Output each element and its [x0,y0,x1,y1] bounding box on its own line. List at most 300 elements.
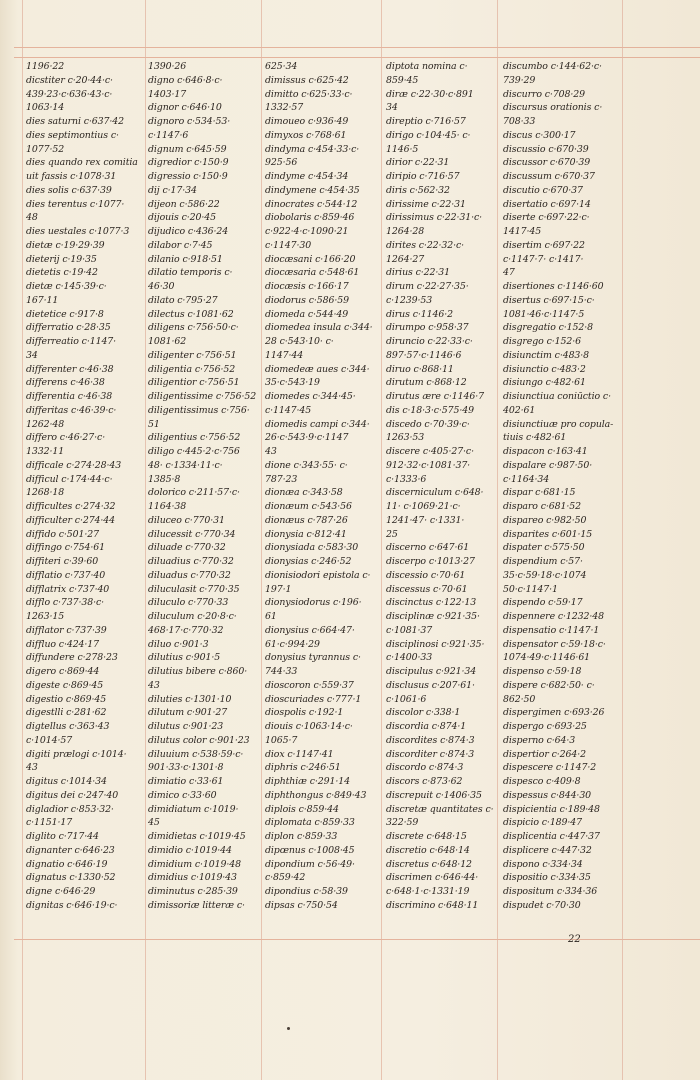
index-entry: diluties c·1301·10 [148,693,232,705]
index-entry: c·859·42 [265,872,306,884]
index-entry: diptota nomina c· [386,61,468,72]
index-entry: 739·29 [503,74,536,86]
index-entry: discussum c·670·37 [503,171,595,182]
index-entry: disiunctiuæ pro copula- [503,418,614,430]
index-entry: 1403·17 [148,88,187,100]
index-entry: diluculum c·20·8·c· [148,611,237,622]
index-entry: c·1081·37 [386,624,433,636]
index-entry: dirigo c·104·45· c· [386,129,471,141]
index-entry: 28 c·543·10· c· [265,336,334,347]
index-entry: digressio c·150·9 [148,171,228,182]
index-entry: difficulter c·274·44 [26,514,116,526]
index-entry: dilutus c·901·23 [148,721,224,732]
index-entry: dies solis c·637·39 [26,184,112,196]
index-entry: dionysia c·812·41 [265,528,347,540]
index-entry: diomedeæ aues c·344· [265,363,370,375]
index-entry: dispater c·575·50 [503,542,585,554]
upper-margin-rule [14,57,700,58]
index-entry: 1241·47· c·1331· [386,514,465,526]
index-entry: diocæsani c·166·20 [265,253,356,265]
index-entry: discursus orationis c· [503,102,603,114]
index-entry: dolorico c·211·57·c· [148,487,240,499]
index-entry: dindyme c·454·34 [265,171,349,182]
index-entry: dietetis c·19·42 [26,267,98,279]
index-entry: 35·c·59·18·c·1074 [503,569,587,581]
index-entry: dijudico c·436·24 [148,226,229,237]
index-entry: dirumpo c·958·37 [386,322,469,334]
index-entry: dimidium c·1019·48 [148,858,241,870]
index-entry: dispicio c·189·47 [503,817,583,829]
index-entry: dionæa c·343·58 [265,487,343,499]
index-entry: diomeda c·544·49 [265,308,349,320]
index-entry: c·1151·17 [26,817,73,829]
index-entry: dieterij c·19·35 [26,253,97,265]
index-entry: disciplinæ c·921·35· [386,611,480,622]
index-entry: dionysias c·246·52 [265,556,352,567]
index-entry: dispacon c·163·41 [503,446,588,457]
index-entry: 35·c·543·19 [265,377,320,389]
index-entry: 11· c·1069·21·c· [386,501,461,512]
index-entry: dirissime c·22·31 [386,198,466,210]
index-entry: diglito c·717·44 [26,831,99,842]
index-entry: 1063·14 [26,102,65,114]
index-entry: dirites c·22·32·c· [386,239,465,251]
index-entry: 48 [26,212,38,224]
index-entry: 46·30 [148,281,175,292]
index-entry: dispudet c·70·30 [503,899,581,911]
index-entry: 1268·18 [26,487,65,499]
index-entry: difflatrix c·737·40 [26,583,110,595]
index-entry: dijeon c·586·22 [148,198,220,210]
index-entry: digredior c·150·9 [148,157,229,169]
index-entry: dispenso c·59·18 [503,666,582,677]
index-entry: dionæus c·787·26 [265,514,348,526]
index-column-1 [26,60,142,940]
index-entry: diocæsaria c·548·61 [265,267,360,279]
index-entry: dionysiodorus c·196· [265,597,362,609]
index-entry: disertus c·697·15·c· [503,294,595,306]
index-entry: dies uestales c·1077·3 [26,226,130,237]
index-entry: diffido c·501·27 [26,528,99,540]
index-entry: dilucessit c·770·34 [148,528,236,540]
index-entry: dietæ c·19·29·39 [26,239,105,251]
index-entry: discere c·405·27·c· [386,446,474,457]
index-entry: dispessus c·844·30 [503,789,592,801]
index-entry: 402·61 [503,404,536,416]
index-entry: disertatio c·697·14 [503,198,591,210]
index-entry: 50·c·1147·1 [503,583,558,595]
index-entry: dionysius c·664·47· [265,624,355,636]
index-entry: discordia c·874·1 [386,721,467,732]
index-entry: digitus dei c·247·40 [26,789,119,801]
index-entry: diligentissimus c·756· [148,404,250,416]
index-entry: 43 [26,762,38,774]
index-entry: 47 [503,267,515,279]
index-entry: dimidietas c·1019·45 [148,831,246,842]
index-entry: digtellus c·363·43 [26,721,110,732]
index-entry: differenter c·46·38 [26,363,114,375]
index-entry: diomedis campi c·344· [265,418,370,430]
index-entry: disiunctiua coniūctio c· [503,391,611,402]
index-entry: diræ c·22·30·c·891 [386,88,474,100]
index-entry: dirum c·22·27·35· [386,281,469,292]
index-entry: 197·1 [265,583,292,595]
index-entry: 1332·11 [26,446,65,457]
index-entry: diligenter c·756·51 [148,349,237,361]
index-entry: 1196·22 [26,61,65,72]
index-entry: discrimino c·648·11 [386,899,479,911]
index-entry: disclusus c·207·61· [386,679,475,691]
index-entry: dignanter c·646·23 [26,844,115,856]
index-entry: discussor c·670·39 [503,157,591,169]
index-entry: difflatio c·737·40 [26,569,106,581]
index-entry: discessio c·70·61 [386,569,466,581]
index-entry: 26·c·543·9·c·1147 [265,432,349,444]
index-entry: c·1147·30 [265,239,312,251]
index-columns [24,60,654,940]
index-entry: dispositum c·334·36 [503,886,598,897]
index-entry: dindymene c·454·35 [265,184,360,196]
index-entry: diobolaris c·859·46 [265,212,355,224]
index-entry: discrete c·648·15 [386,831,467,842]
index-entry: digestio c·869·45 [26,693,107,705]
index-entry: discolor c·338·1 [386,707,461,719]
index-entry: c·922·4·c·1090·21 [265,226,349,237]
index-entry: diripio c·716·57 [386,171,460,182]
index-entry: discordo c·874·3 [386,762,464,774]
index-entry: dispendium c·57· [503,556,583,567]
index-entry: diplois c·859·44 [265,803,339,815]
index-entry: diffingo c·754·61 [26,542,105,554]
index-entry: diospolis c·192·1 [265,707,344,719]
index-entry: diox c·1147·41 [265,748,334,760]
index-entry: dipœnus c·1008·45 [265,844,355,856]
index-entry: disparites c·601·15 [503,528,593,540]
index-entry: disiunctim c·483·8 [503,349,590,361]
index-entry: dignatus c·1330·52 [26,872,116,884]
index-entry: dis c·18·3·c·575·49 [386,404,475,416]
index-entry: differens c·46·38 [26,377,105,389]
index-entry: disiunctio c·483·2 [503,363,586,375]
index-entry: differentia c·46·38 [26,391,113,402]
index-entry: donysius tyrannus c· [265,652,361,664]
index-entry: dimidius c·1019·43 [148,872,237,884]
index-entry: dilanio c·918·51 [148,253,223,265]
index-entry: diffluo c·424·17 [26,638,100,650]
index-entry: digestlli c·281·62 [26,707,107,719]
index-entry: dimiatio c·33·61 [148,776,224,787]
index-entry: diplon c·859·33 [265,831,338,842]
index-entry: disertim c·697·22 [503,239,585,251]
index-entry: dispensator c·59·18·c· [503,638,606,650]
index-entry: 1263·15 [26,611,65,622]
index-entry: 1264·27 [386,253,425,265]
index-entry: dignitas c·646·19·c· [26,899,118,911]
index-entry: diligo c·445·2·c·756 [148,446,240,457]
index-entry: diodorus c·586·59 [265,294,349,306]
index-entry: dietæ c·145·39·c· [26,281,107,292]
index-entry: dispendo c·59·17 [503,597,583,609]
index-entry: dipondium c·56·49· [265,858,355,870]
index-entry: dispalare c·987·50· [503,459,593,471]
index-entry: discretio c·648·14 [386,844,470,856]
index-entry: 48· c·1334·11·c· [148,459,223,471]
index-entry: c·1239·53 [386,294,433,306]
index-entry: 925·56 [265,157,298,169]
index-entry: discessus c·70·61 [386,583,468,595]
index-entry: disertiones c·1146·60 [503,281,604,292]
index-entry: dispescere c·1147·2 [503,762,597,774]
index-entry: discors c·873·62 [386,776,463,787]
index-entry: digne c·646·29 [26,886,96,897]
index-entry: 25 [386,528,398,540]
index-entry: dispar c·681·15 [503,487,576,499]
index-entry: discerno c·647·61 [386,542,470,554]
index-entry: 1081·46·c·1147·5 [503,308,585,320]
index-entry: diligens c·756·50·c· [148,322,239,334]
index-entry: 1390·26 [148,61,187,72]
index-entry: dimidiatum c·1019· [148,803,239,815]
index-entry: difficale c·274·28·43 [26,459,122,471]
index-entry: dimidio c·1019·44 [148,844,232,856]
index-entry: 167·11 [26,294,59,306]
index-entry: dimyxos c·768·61 [265,129,347,141]
index-entry: discretus c·648·12 [386,858,472,870]
index-entry: diluculasit c·770·35 [148,583,240,595]
index-entry: uit fassis c·1078·31 [26,171,117,182]
index-entry: discussio c·670·39 [503,143,589,155]
index-entry: diomedea insula c·344· [265,322,373,334]
index-entry: diouis c·1063·14·c· [265,721,353,732]
index-entry: dimico c·33·60 [148,789,217,801]
index-entry: dij c·17·34 [148,184,197,196]
index-entry: discerniculum c·648· [386,487,484,499]
index-entry: c·1333·6 [386,473,427,485]
index-entry: diplomata c·859·33 [265,817,355,829]
index-entry: 1077·52 [26,143,65,155]
index-entry: dirius c·22·31 [386,267,450,279]
index-entry: displicere c·447·32 [503,844,592,856]
index-entry: diluculo c·770·33 [148,597,229,609]
index-entry: 862·50 [503,693,536,705]
index-entry: diminutus c·285·39 [148,886,238,897]
index-entry: dimissoriæ litteræ c· [148,899,245,911]
index-entry: diris c·562·32 [386,184,450,196]
index-entry: difflo c·737·38·c· [26,597,105,609]
index-entry: difflator c·737·39 [26,624,107,636]
index-entry: diruo c·868·11 [386,363,454,375]
index-entry: 1263·53 [386,432,425,444]
index-entry: diligentius c·756·52 [148,432,241,444]
index-entry: dilutius c·901·5 [148,652,221,664]
index-entry: dilutus color c·901·23 [148,734,250,746]
index-entry: diligentia c·756·52 [148,363,236,375]
index-entry: c·1400·33 [386,652,433,664]
index-entry: c·1147·6 [148,129,189,141]
index-entry: 468·17·c·770·32 [148,624,224,636]
index-entry: diomedes c·344·45· [265,391,356,402]
index-entry: dispesco c·409·8 [503,776,581,787]
index-entry: 708·33 [503,116,536,127]
index-entry: discerpo c·1013·27 [386,556,475,567]
index-entry: c·1061·6 [386,693,427,705]
index-entry: dipondius c·58·39 [265,886,348,897]
index-column-4 [386,60,502,940]
index-entry: c·648·1·c·1331·19 [386,886,470,897]
index-entry: disparo c·681·52 [503,501,581,512]
index-entry: diphthongus c·849·43 [265,789,367,801]
index-entry: diruncio c·22·33·c· [386,336,473,347]
index-entry: 1065·7 [265,734,298,746]
index-entry: dies saturni c·637·42 [26,116,124,127]
index-entry: dispensatio c·1147·1 [503,624,600,636]
index-entry: diluade c·770·32 [148,542,226,554]
index-entry: 34 [386,102,398,114]
index-entry: discipulus c·921·34 [386,666,477,677]
index-entry: discordites c·874·3 [386,734,475,746]
page-number: 22 [568,934,581,945]
index-entry: dilectus c·1081·62 [148,308,234,320]
index-entry: diffundere c·278·23 [26,652,118,664]
index-entry: dies septimontius c· [26,129,119,141]
index-entry: dirutum c·868·12 [386,377,467,389]
index-entry: diluceo c·770·31 [148,514,225,526]
index-entry: dioscoron c·559·37 [265,679,354,691]
index-entry: digitus c·1014·34 [26,776,107,787]
index-entry: 787·23 [265,473,298,485]
index-column-2 [148,60,264,940]
index-entry: dinocrates c·544·12 [265,198,358,210]
index-entry: 859·45 [386,74,419,86]
index-entry: differreatio c·1147· [26,336,117,347]
index-entry: 1146·5 [386,143,419,155]
index-entry: diligentissime c·756·52 [148,391,257,402]
index-entry: discutio c·670·37 [503,184,583,196]
index-entry: dies terentus c·1077· [26,198,125,210]
index-entry: digladior c·853·32· [26,803,114,815]
index-entry: diserte c·697·22·c· [503,212,590,224]
index-entry: digero c·869·44 [26,666,100,677]
index-entry: discrimen c·646·44· [386,872,479,884]
index-entry: direptio c·716·57 [386,116,466,127]
ink-dot [287,1027,290,1030]
index-entry: 61 [265,611,277,622]
index-entry: diphris c·246·51 [265,762,341,774]
index-entry: dispicientia c·189·48 [503,803,600,815]
index-entry: diluo c·901·3 [148,638,209,650]
top-margin-rule [14,47,700,48]
index-entry: 1081·62 [148,336,187,347]
index-entry: difficul c·174·44·c· [26,473,113,485]
index-entry: discurro c·708·29 [503,88,586,100]
index-entry: differratio c·28·35 [26,322,111,334]
index-entry: disperno c·64·3 [503,734,576,746]
index-entry: dindyma c·454·33·c· [265,143,360,155]
index-entry: 322·59 [386,817,419,829]
index-entry: dignor c·646·10 [148,102,222,114]
index-entry: disciplinosi c·921·35· [386,638,485,650]
index-entry: dioscuriades c·777·1 [265,693,362,705]
index-entry: dimoueo c·936·49 [265,116,349,127]
index-entry: dispere c·682·50· c· [503,679,595,691]
index-entry: diocæsis c·166·17 [265,281,349,292]
index-entry: diluuium c·538·59·c· [148,748,244,760]
index-entry: dilato c·795·27 [148,294,218,306]
index-entry: disiungo c·482·61 [503,377,586,389]
index-entry: c·1014·57 [26,734,73,746]
index-entry: dignoro c·534·53· [148,116,231,127]
index-entry: digno c·646·8·c· [148,74,223,86]
index-entry: dies quando rex comitia [26,157,138,169]
index-entry: dispennere c·1232·48 [503,611,604,622]
index-entry: dilabor c·7·45 [148,239,213,251]
index-entry: disgregatio c·152·8 [503,322,593,334]
index-entry: 1385·8 [148,473,181,485]
index-entry: dijouis c·20·45 [148,212,216,224]
index-entry: discretæ quantitates c· [386,803,494,815]
index-entry: 625·34 [265,61,298,72]
index-entry: 43 [265,446,277,457]
index-entry: 1164·38 [148,501,187,512]
index-entry: 744·33 [265,666,298,677]
index-entry: dionisiodori epistola c· [265,569,371,581]
index-entry: 897·57·c·1146·6 [386,349,462,361]
index-entry: c·1147·45 [265,404,312,416]
index-entry: dilatio temporis c· [148,267,233,279]
index-entry: discedo c·70·39·c· [386,418,470,430]
index-entry: dispergo c·693·25 [503,721,587,732]
index-entry: digeste c·869·45 [26,679,104,691]
left-margin-rule [22,0,23,1080]
index-entry: difficultes c·274·32 [26,501,116,512]
index-entry: diligentior c·756·51 [148,377,240,389]
index-entry: 61·c·994·29 [265,638,320,650]
index-entry: tiuis c·482·61 [503,432,567,444]
index-entry: dispergimen c·693·26 [503,707,605,719]
index-entry: dione c·343·55· c· [265,459,348,471]
index-entry: dimissus c·625·42 [265,74,349,86]
index-entry: 1417·45 [503,226,542,237]
index-entry: 1147·44 [265,349,304,361]
index-entry: discrepuit c·1406·35 [386,789,482,801]
index-entry: 901·33·c·1301·8 [148,762,224,774]
index-column-3 [265,60,381,940]
index-entry: dilutum c·901·27 [148,707,228,719]
index-entry: 439·23·c·636·43·c· [26,88,113,100]
index-entry: c·1147·7· c·1417· [503,253,584,265]
index-entry: dilutius bibere c·860· [148,666,248,677]
index-entry: differitas c·46·39·c· [26,404,117,416]
index-entry: dispareo c·982·50 [503,514,587,526]
index-entry: diluadus c·770·32 [148,569,231,581]
index-entry: dirior c·22·31 [386,157,450,169]
index-entry: dirutus ære c·1146·7 [386,391,484,402]
index-entry: discorditer c·874·3 [386,748,475,760]
index-entry: dirus c·1146·2 [386,308,453,320]
index-entry: digiti prælogi c·1014· [26,748,127,760]
index-entry: dispono c·334·34 [503,858,583,870]
index-entry: diffiteri c·39·60 [26,556,99,567]
index-entry: displicentia c·447·37 [503,831,600,842]
index-entry: dimitto c·625·33·c· [265,88,353,100]
index-entry: 45 [148,817,160,829]
index-entry: diluadius c·770·32 [148,556,234,567]
index-entry: 34 [26,349,38,361]
index-entry: dignatio c·646·19 [26,858,108,870]
index-entry: dietetice c·917·8 [26,308,104,320]
index-column-5 [503,60,619,940]
index-entry: discinctus c·122·13 [386,597,477,609]
